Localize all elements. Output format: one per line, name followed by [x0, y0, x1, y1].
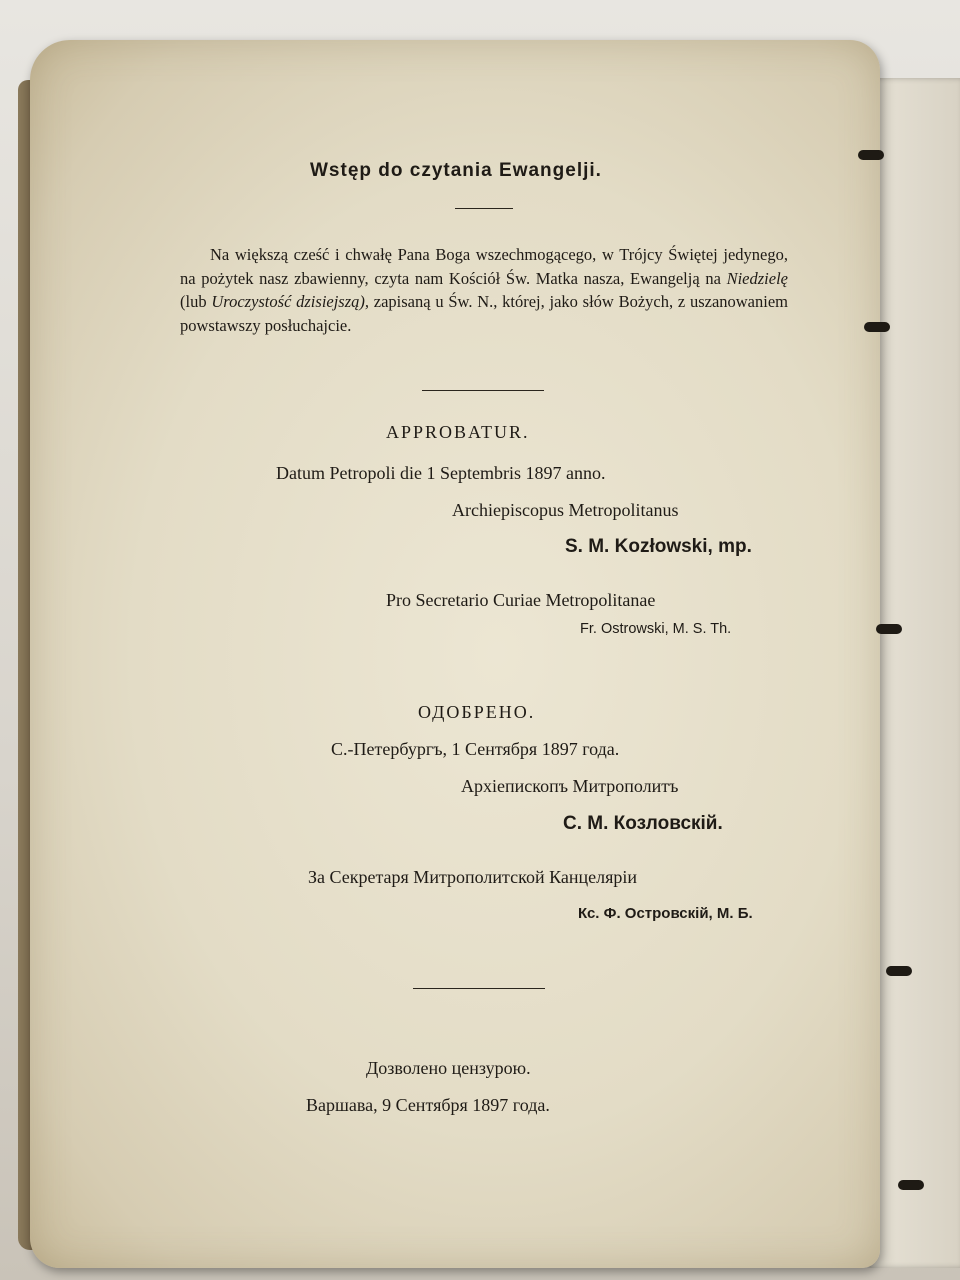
- censorship-divider: [413, 988, 545, 989]
- approbatur-title: APPROBATUR.: [386, 422, 530, 442]
- odobreno-secretary: Кс. Ф. Островскій, М. Б.: [578, 905, 753, 922]
- odobreno-title: ОДОБРЕНО.: [418, 702, 536, 722]
- approbatur-office: Archiepiscopus Metropolitanus: [452, 500, 679, 520]
- approbatur-secretary: Fr. Ostrowski, M. S. Th.: [580, 621, 732, 637]
- binding-stitch: [898, 1180, 924, 1190]
- odobreno-signatory: С. М. Козловскій.: [563, 813, 723, 834]
- approbatur-secretary-office: Pro Secretario Curiae Metropolitanae: [386, 590, 656, 610]
- intro-text-3: zapisaną u Św. N., której, jako słów Bożych, z uszanowaniem powstawszy posłuchajcie.: [180, 292, 788, 335]
- censorship-line-1: Дозволено цензурою.: [366, 1058, 531, 1078]
- section-divider: [422, 390, 544, 391]
- intro-text-2: (lub: [180, 292, 212, 311]
- intro-italic-2: Uroczystość dzisiejszą),: [211, 292, 370, 311]
- binding-stitch: [858, 150, 884, 160]
- intro-italic-1: Niedzielę: [726, 268, 788, 288]
- page-heading: Wstęp do czytania Ewangelji.: [310, 160, 602, 181]
- odobreno-date: С.-Петербургъ, 1 Сентября 1897 года.: [331, 739, 620, 759]
- binding-stitch: [886, 966, 912, 976]
- book-page: [30, 40, 880, 1268]
- odobreno-office: Архіепископъ Митрополитъ: [461, 776, 679, 796]
- intro-paragraph: [180, 243, 788, 337]
- censorship-line-2: Варшава, 9 Сентября 1897 года.: [306, 1095, 550, 1115]
- intro-text-1: Na większą cześć i chwałę Pana Boga wszechmogącego, w Trójcy Świętej jedynego, na pożytek nasz zbawienny, czyta nam Kościół Św. Matka nasza, Ewangelją na: [180, 245, 788, 288]
- heading-divider: [455, 208, 513, 209]
- odobreno-secretary-office: За Секретаря Митрополитской Канцеляріи: [308, 867, 637, 887]
- binding-stitch: [864, 322, 890, 332]
- approbatur-signatory: S. M. Kozłowski, mp.: [565, 536, 752, 557]
- approbatur-date: Datum Petropoli die 1 Septembris 1897 anno.: [276, 463, 606, 483]
- binding-stitch: [876, 624, 902, 634]
